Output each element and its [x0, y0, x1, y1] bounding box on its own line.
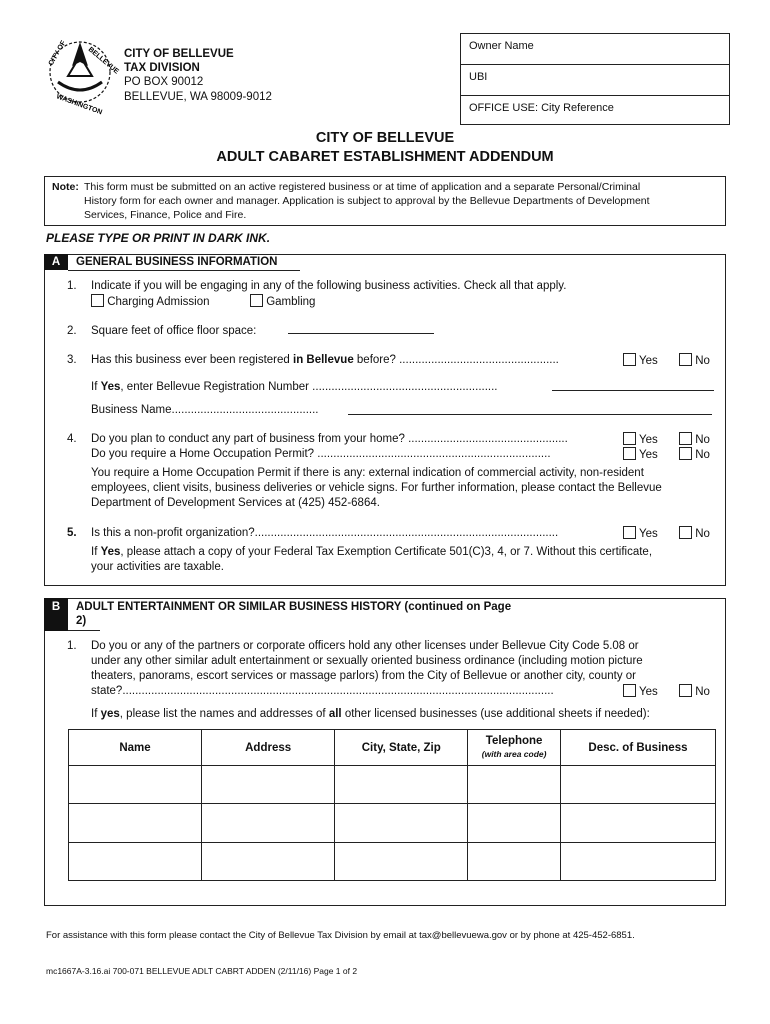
a-q2-text: Square feet of office floor space: [91, 325, 257, 337]
a-q4-line1: Do you plan to conduct any part of business from your home? .................................................. [91, 433, 568, 445]
ink-instruction: PLEASE TYPE OR PRINT IN DARK INK. [46, 231, 271, 245]
owner-name-label: Owner Name [469, 40, 534, 52]
gambling-label: Gambling [266, 296, 316, 308]
telephone-subheader: (with area code) [481, 748, 547, 759]
b-q1-no[interactable]: No [679, 684, 710, 700]
a-q5-if-yes: If Yes, please attach a copy of your Federal Tax Exemption Certificate 501(C)3, 4, or 7. Without this certificate, [91, 546, 653, 558]
b-if-yes-instruction: If yes, please list the names and addresses of all other licensed businesses (use additional sheets if needed): [91, 708, 650, 720]
licensed-businesses-table [68, 729, 716, 881]
a-q3-yes-checkbox[interactable] [623, 353, 636, 366]
b-q1-line1: Do you or any of the partners or corporate officers hold any other licenses under Bellevue City Code 5.08 or [91, 640, 639, 652]
po-box: PO BOX 90012 [124, 76, 204, 88]
b-q1-line4: state?....................................................................................................................................... [91, 685, 554, 697]
a-q4a-no[interactable]: No [679, 432, 710, 448]
city-name: CITY OF BELLEVUE [124, 48, 234, 60]
a-q4a-yes[interactable]: Yes [623, 432, 658, 448]
note-box [44, 176, 726, 226]
form-id: mc1667A-3.16.ai 700-071 BELLEVUE ADLT CABRT ADDEN (2/11/16) Page 1 of 2 [46, 966, 358, 976]
col-city-state-zip: City, State, Zip [335, 730, 468, 766]
owner-name-field[interactable] [461, 34, 729, 65]
a-q4b-yes[interactable]: Yes [623, 447, 658, 463]
col-description: Desc. of Business [560, 730, 715, 766]
a-q3-number: 3. [67, 354, 77, 366]
gambling-checkbox[interactable] [250, 294, 263, 307]
a-q5-if-yes-2: your activities are taxable. [91, 561, 224, 573]
b-q1-number: 1. [67, 640, 77, 652]
a-q5-yes[interactable]: Yes [623, 526, 658, 542]
a-q5-text: Is this a non-profit organization?............................................................................................... [91, 527, 559, 539]
office-use-label: OFFICE USE: City Reference [469, 102, 614, 114]
a-q4-line2: Do you require a Home Occupation Permit? ......................................................................... [91, 448, 551, 460]
table-cell[interactable] [69, 804, 202, 843]
a-q3-text: Has this business ever been registered in Bellevue before? .................................................. [91, 354, 559, 366]
a-q5-no-checkbox[interactable] [679, 526, 692, 539]
table-cell[interactable] [69, 766, 202, 804]
table-cell[interactable] [202, 843, 335, 881]
col-name: Name [69, 730, 202, 766]
b-q1-yes[interactable]: Yes [623, 684, 658, 700]
b-q1-line2: under any other similar adult entertainment or sexually oriented business ordinance (including motion picture [91, 655, 643, 667]
table-cell[interactable] [335, 804, 468, 843]
city-seal-graphic [44, 36, 120, 117]
note-label: Note: [52, 181, 79, 193]
section-a-title: GENERAL BUSINESS INFORMATION [76, 256, 278, 268]
table-cell[interactable] [560, 843, 715, 881]
a-q5-number: 5. [67, 527, 77, 539]
svg-text:BELLEVUE: BELLEVUE [86, 46, 120, 76]
registration-number-label: If Yes, enter Bellevue Registration Number .......................................................... [91, 381, 498, 393]
charging-admission-checkbox[interactable] [91, 294, 104, 307]
form-title-line2: ADULT CABARET ESTABLISHMENT ADDENDUM [216, 149, 554, 165]
a-q4b-no-checkbox[interactable] [679, 447, 692, 460]
b-q1-no-checkbox[interactable] [679, 684, 692, 697]
charging-admission-option[interactable] [91, 294, 209, 310]
a-q1-text: Indicate if you will be engaging in any of the following business activities. Check all that apply. [91, 280, 567, 292]
business-name-label: Business Name.............................................. [91, 404, 319, 416]
a-q4-expl1: You require a Home Occupation Permit if there is any: external indication of commercial activity, non-resident [91, 467, 644, 479]
a-q4-expl2: employees, client visits, business deliveries or vehicle signs. For further information, please contact the Bellevue [91, 482, 662, 494]
table-cell[interactable] [560, 804, 715, 843]
section-b-letter: B [44, 598, 68, 631]
ubi-field[interactable] [461, 65, 729, 96]
city-seal [44, 36, 120, 117]
tax-division: TAX DIVISION [124, 62, 200, 74]
svg-text:WASHINGTON: WASHINGTON [55, 93, 103, 117]
a-q4a-no-checkbox[interactable] [679, 432, 692, 445]
a-q1-number: 1. [67, 280, 77, 292]
col-address: Address [202, 730, 335, 766]
office-use-field [461, 96, 729, 124]
registration-number-input[interactable] [552, 390, 714, 391]
a-q3-yes[interactable]: Yes [623, 353, 658, 369]
table-cell[interactable] [468, 843, 561, 881]
b-q1-line3: theaters, panorams, escort services or massage parlors) from the City of Bellevue or another city, county or [91, 670, 636, 682]
a-q3-no[interactable]: No [679, 353, 710, 369]
a-q4a-yes-checkbox[interactable] [623, 432, 636, 445]
assistance-text: For assistance with this form please contact the City of Bellevue Tax Division by email at tax@bellevuewa.gov or by phone at 425-452-6851. [46, 930, 635, 941]
a-q4b-yes-checkbox[interactable] [623, 447, 636, 460]
a-q2-number: 2. [67, 325, 77, 337]
table-cell[interactable] [202, 804, 335, 843]
owner-info-box [460, 33, 730, 125]
section-b-title-line2: 2) [76, 615, 87, 627]
col-telephone: Telephone (with area code) [468, 730, 561, 766]
table-row [69, 804, 716, 843]
a-q3-no-checkbox[interactable] [679, 353, 692, 366]
table-cell[interactable] [468, 766, 561, 804]
table-cell[interactable] [468, 804, 561, 843]
ubi-label: UBI [469, 71, 488, 83]
form-title-line1: CITY OF BELLEVUE [315, 130, 455, 146]
b-q1-yes-checkbox[interactable] [623, 684, 636, 697]
a-q5-no[interactable]: No [679, 526, 710, 542]
table-row [69, 843, 716, 881]
note-line1: This form must be submitted on an active registered business or at time of application and a separate Personal/Criminal [84, 181, 641, 193]
table-cell[interactable] [335, 843, 468, 881]
city-state-zip: BELLEVUE, WA 98009-9012 [124, 91, 272, 103]
table-cell[interactable] [69, 843, 202, 881]
business-name-input[interactable] [348, 414, 712, 415]
a-q4b-no[interactable]: No [679, 447, 710, 463]
table-cell[interactable] [560, 766, 715, 804]
section-a-letter: A [44, 254, 68, 270]
a-q4-number: 4. [67, 433, 77, 445]
a-q4-expl3: Department of Development Services at (425) 452-6864. [91, 497, 380, 509]
table-row [69, 766, 716, 804]
section-b-title-line1: ADULT ENTERTAINMENT OR SIMILAR BUSINESS HISTORY (continued on Page [76, 601, 512, 613]
table-cell[interactable] [335, 766, 468, 804]
floor-space-input[interactable] [288, 333, 434, 334]
note-line2: History form for each owner and manager. Application is subject to approval by the Bellevue Departments of Development [84, 195, 650, 207]
gambling-option[interactable] [250, 294, 315, 310]
charging-admission-label: Charging Admission [107, 296, 210, 308]
note-line3: Services, Finance, Police and Fire. [84, 209, 247, 221]
a-q5-yes-checkbox[interactable] [623, 526, 636, 539]
table-cell[interactable] [202, 766, 335, 804]
svg-text:CITY OF: CITY OF [47, 39, 68, 67]
